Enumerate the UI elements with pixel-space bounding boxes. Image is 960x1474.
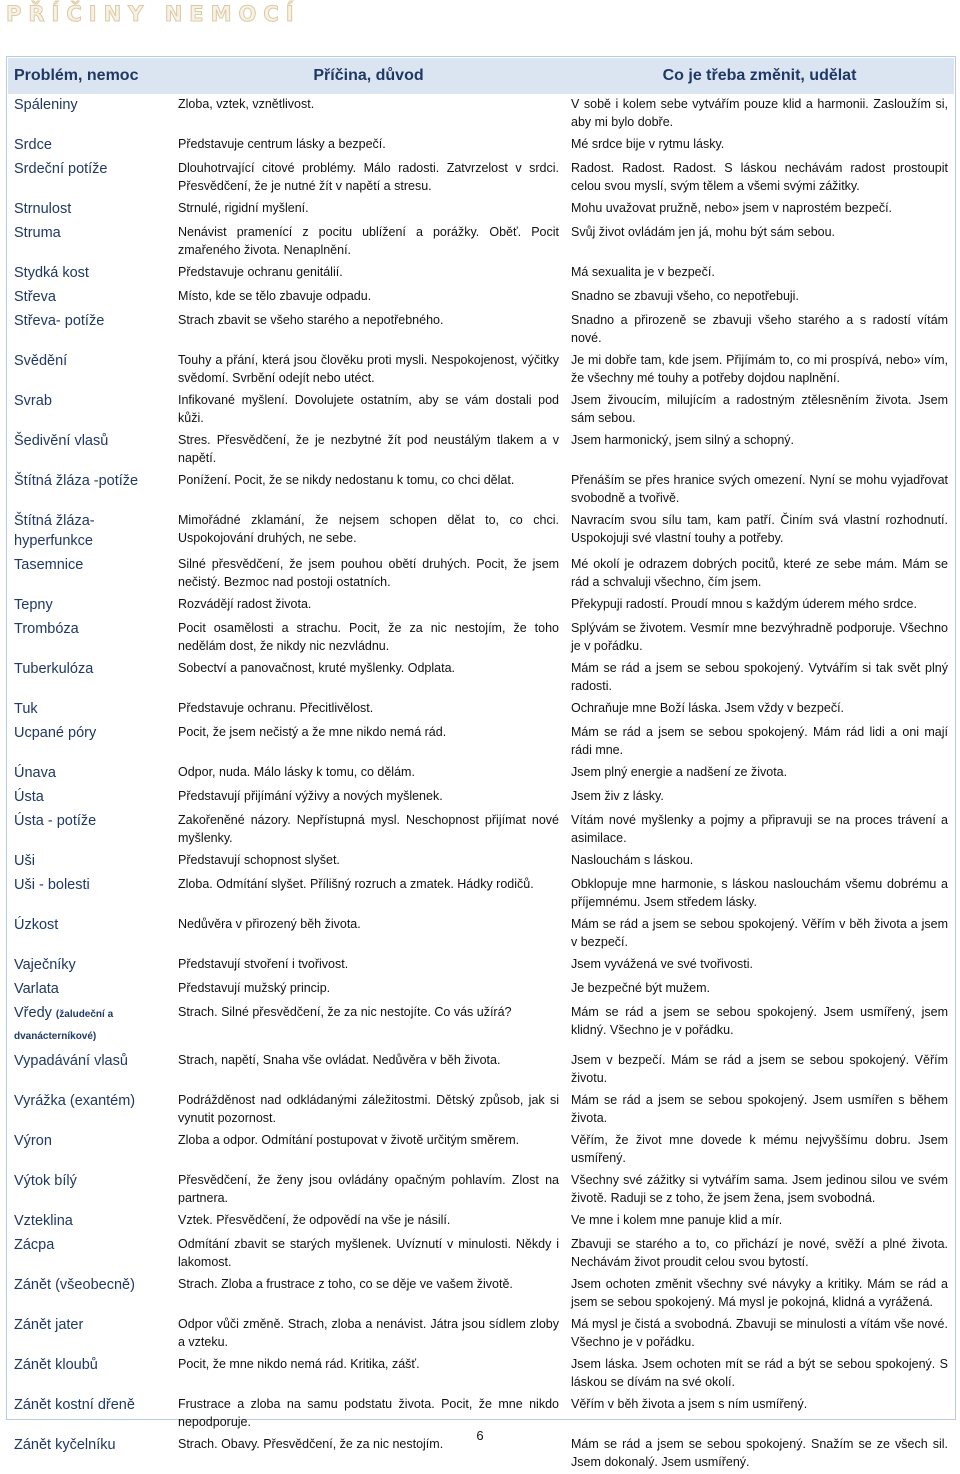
problem-cell: [8, 1274, 172, 1314]
problem-label: Zácpa: [14, 1237, 55, 1253]
table-row: [8, 1354, 954, 1394]
cause-cell: Zloba, vztek, vznětlivost.: [178, 97, 315, 111]
table-row: [8, 350, 954, 390]
table-row: [8, 158, 954, 198]
table-row: [8, 1090, 954, 1130]
table-row: [8, 1210, 954, 1234]
problem-label: Zánět kostní dřeně: [14, 1397, 135, 1413]
change-cell: Je bezpečné být mužem.: [571, 981, 710, 995]
change-cell: Mám se rád a jsem se sebou spokojený. Snažím se ze všech sil. Jsem dokonalý. Jsem usmířený.: [571, 1437, 948, 1469]
change-cell: Překypuji radostí. Proudí mnou s každým úderem mého srdce.: [571, 597, 917, 611]
problem-label: Únava: [14, 765, 56, 781]
problem-cell: [8, 1354, 172, 1394]
problem-cell: [8, 658, 172, 698]
cause-cell: Zakořeněné názory. Nepřístupná mysl. Neschopnost přijímat nové myšlenky.: [178, 813, 559, 845]
table-row: [8, 94, 954, 134]
change-cell: Věřím, že život mne dovede k mému nejvyššímu dobru. Jsem usmířený.: [571, 1133, 948, 1165]
cause-cell: Mimořádné zklamání, že nejsem schopen dělat to, co chci. Uspokojování druhých, ne sebe.: [178, 513, 559, 545]
change-cell: Přenáším se přes hranice svých omezení. Nyní se mohu vyjadřovat svobodně a tvořivě.: [571, 473, 948, 505]
cause-cell: Pocit, že jsem nečistý a že mne nikdo nemá rád.: [178, 725, 447, 739]
table-row: [8, 722, 954, 762]
change-cell: Mám se rád a jsem se sebou spokojený. Vytvářím si tak svět plný radosti.: [571, 661, 948, 693]
change-cell: Jsem harmonický, jsem silný a schopný.: [571, 433, 794, 447]
problem-label: Varlata: [14, 981, 59, 997]
table-row: [8, 430, 954, 470]
problem-label: Výron: [14, 1133, 52, 1149]
problem-label: Tuk: [14, 701, 38, 717]
problem-label: Uši: [14, 853, 35, 869]
change-cell: Všechny své zážitky si vytvářím sama. Jsem jedinou silou ve svém životě. Raduji se z toho, že jsem žena, jsem svobodná.: [571, 1173, 948, 1205]
problem-label: Zánět kyčelníku: [14, 1437, 116, 1453]
cause-cell: Strach. Silné přesvědčení, že za nic nestojíte. Co vás užírá?: [178, 1005, 512, 1019]
problem-cell: [8, 198, 172, 222]
problem-cell: [8, 310, 172, 350]
table-row: [8, 470, 954, 510]
change-cell: Svůj život ovládám jen já, mohu být sám sebou.: [571, 225, 836, 239]
table-row: [8, 594, 954, 618]
problem-label: Zánět kloubů: [14, 1357, 98, 1373]
table-row: [8, 1050, 954, 1090]
problem-cell: [8, 222, 172, 262]
table-row: [8, 134, 954, 158]
problem-label: Ústa - potíže: [14, 813, 97, 829]
change-cell: Mám se rád a jsem se sebou spokojený. Věřím v běh života a jsem v bezpečí.: [571, 917, 948, 949]
problem-cell: [8, 914, 172, 954]
problem-label: Stydká kost: [14, 265, 89, 281]
problem-cell: [8, 722, 172, 762]
problem-cell: [8, 510, 172, 554]
problem-label: Tasemnice: [14, 557, 84, 573]
change-cell: Jsem plný energie a nadšení ze života.: [571, 765, 788, 779]
cause-cell: Přesvědčení, že ženy jsou ovládány opačným pohlavím. Zlost na partnera.: [178, 1173, 559, 1205]
problem-cell: [8, 698, 172, 722]
problem-label: Spáleniny: [14, 97, 78, 113]
problem-cell: [8, 262, 172, 286]
change-cell: Snadno se zbavuji všeho, co nepotřebuji.: [571, 289, 799, 303]
table-row: [8, 1234, 954, 1274]
cause-cell: Odpor vůči změně. Strach, zloba a nenávist. Játra jsou sídlem zloby a vzteku.: [178, 1317, 559, 1349]
problem-label: Úzkost: [14, 917, 59, 933]
problem-cell: [8, 1234, 172, 1274]
problem-label: Trombóza: [14, 621, 79, 637]
cause-cell: Frustrace a zloba na samu podstatu života. Pocit, že mne nikdo nepodporuje.: [178, 1397, 559, 1429]
cause-cell: Nedůvěra v přirozený běh života.: [178, 917, 361, 931]
change-cell: Navracím svou sílu tam, kam patří. Činím svá vlastní rozhodnutí. Uspokojuji své vlastní touhy a potřeby.: [571, 513, 948, 545]
problem-cell: [8, 874, 172, 914]
cause-cell: Pocit osamělosti a strachu. Pocit, že za nic nestojím, že toho nedělám dost, že nikdy nic nezvládnu.: [178, 621, 559, 653]
table-row: [8, 1314, 954, 1354]
disease-causes-table: [8, 58, 954, 1474]
problem-cell: [8, 134, 172, 158]
cause-cell: Podrážděnost nad odkládanými záležitostmi. Dětský způsob, jak si vynutit pozornost.: [178, 1093, 559, 1125]
problem-cell: [8, 158, 172, 198]
cause-cell: Představuje ochranu. Přecitlivělost.: [178, 701, 374, 715]
change-cell: Je mi dobře tam, kde jsem. Přijímám to, co mi prospívá, nebo» vím, že všechny mé touhy a potřeby dojdou naplnění.: [571, 353, 948, 385]
cause-cell: Zloba. Odmítání slyšet. Přílišný rozruch a zmatek. Hádky rodičů.: [178, 877, 534, 891]
problem-label: Zánět (všeobecně): [14, 1277, 135, 1293]
problem-label: Uši - bolesti: [14, 877, 90, 893]
table-row: [8, 762, 954, 786]
column-header-change: Co je třeba změnit, udělat: [565, 58, 954, 94]
problem-label: Svědění: [14, 353, 68, 369]
cause-cell: Strach. Obavy. Přesvědčení, že za nic nestojím.: [178, 1437, 444, 1451]
change-cell: Naslouchám s láskou.: [571, 853, 694, 867]
cause-cell: Rozvádějí radost života.: [178, 597, 312, 611]
problem-label: Srdeční potíže: [14, 161, 108, 177]
table-row: [8, 310, 954, 350]
problem-cell: [8, 350, 172, 390]
change-cell: V sobě i kolem sebe vytvářím pouze klid a harmonii. Zasloužím si, aby mi bylo dobře.: [571, 97, 948, 129]
problem-cell: [8, 978, 172, 1002]
problem-label: Strnulost: [14, 201, 72, 217]
problem-label: Vzteklina: [14, 1213, 73, 1229]
problem-label: Výtok bílý: [14, 1173, 77, 1189]
problem-cell: [8, 594, 172, 618]
cause-cell: Silné přesvědčení, že jsem pouhou obětí druhých. Pocit, že jsem nečistý. Bezmoc nad postoji ostatních.: [178, 557, 559, 589]
cause-cell: Strach, napětí, Snaha vše ovládat. Nedůvěra v běh života.: [178, 1053, 501, 1067]
problem-label: Šedivění vlasů: [14, 433, 109, 449]
problem-label: Střeva: [14, 289, 56, 305]
change-cell: Mám se rád a jsem se sebou spokojený. Mám rád lidi a oni mají rádi mne.: [571, 725, 948, 757]
problem-cell: [8, 390, 172, 430]
table-row: [8, 914, 954, 954]
table-body: [8, 94, 954, 1474]
table-row: [8, 390, 954, 430]
problem-cell: [8, 1050, 172, 1090]
problem-label: Vyrážka (exantém): [14, 1093, 136, 1109]
table-row: [8, 1274, 954, 1314]
problem-label: Vypadávání vlasů: [14, 1053, 128, 1069]
problem-label: Vaječníky: [14, 957, 76, 973]
change-cell: Vítám nové myšlenky a pojmy a připravuji se na proces trávení a asimilace.: [571, 813, 948, 845]
problem-cell: [8, 1130, 172, 1170]
problem-cell: [8, 618, 172, 658]
document-title: PŘÍČINY NEMOCÍ: [6, 2, 301, 26]
table-row: [8, 698, 954, 722]
cause-cell: Stres. Přesvědčení, že je nezbytné žít pod neustálým tlakem a v napětí.: [178, 433, 559, 465]
problem-cell: [8, 954, 172, 978]
page-number: 6: [476, 1428, 484, 1443]
cause-cell: Představují mužský princip.: [178, 981, 331, 995]
problem-note: (žaludeční a dvanácterníkové): [14, 1009, 114, 1042]
problem-cell: [8, 762, 172, 786]
problem-label: Vředy: [14, 1005, 52, 1021]
problem-label: Ucpané póry: [14, 725, 97, 741]
change-cell: Má sexualita je v bezpečí.: [571, 265, 715, 279]
problem-cell: [8, 1210, 172, 1234]
change-cell: Jsem ochoten změnit všechny své návyky a kritiky. Mám se rád a jsem se sebou spokojený. Má mysl je pokojná, klidná a vyrážená.: [571, 1277, 948, 1309]
table-row: [8, 618, 954, 658]
problem-cell: [8, 1170, 172, 1210]
table-row: [8, 978, 954, 1002]
table-row: [8, 874, 954, 914]
table-row: [8, 1002, 954, 1050]
cause-cell: Ponížení. Pocit, že se nikdy nedostanu k tomu, co chci dělat.: [178, 473, 515, 487]
table-row: [8, 786, 954, 810]
cause-cell: Odmítání zbavit se starých myšlenek. Uvíznutí v minulosti. Někdy i lakomost.: [178, 1237, 559, 1269]
change-cell: Mám se rád a jsem se sebou spokojený. Jsem usmířen s během života.: [571, 1093, 948, 1125]
change-cell: Má mysl je čistá a svobodná. Zbavuji se minulosti a vítám vše nové. Všechno je v pořádku.: [571, 1317, 948, 1349]
cause-cell: Strach. Zloba a frustrace z toho, co se děje ve vašem životě.: [178, 1277, 513, 1291]
cause-cell: Nenávist pramenící z pocitu ublížení a porážky. Oběť. Pocit zmařeného života. Nenaplnění.: [178, 225, 559, 257]
cause-cell: Představují schopnost slyšet.: [178, 853, 340, 867]
table-row: [8, 810, 954, 850]
problem-cell: [8, 1002, 172, 1050]
table-row: [8, 286, 954, 310]
table-row: [8, 262, 954, 286]
problem-cell: [8, 810, 172, 850]
cause-cell: Představují stvoření i tvořivost.: [178, 957, 349, 971]
change-cell: Jsem láska. Jsem ochoten mít se rád a být se sebou spokojený. S láskou se dívám na své okolí.: [571, 1357, 948, 1389]
change-cell: Ve mne i kolem mne panuje klid a mír.: [571, 1213, 783, 1227]
change-cell: Mohu uvažovat pružně, nebo» jsem v naprostém bezpečí.: [571, 201, 893, 215]
change-cell: Obklopuje mne harmonie, s láskou naslouchám všemu dobrému a příjemnému. Jsem středem lásky.: [571, 877, 948, 909]
problem-cell: [8, 786, 172, 810]
cause-cell: Pocit, že mne nikdo nemá rád. Kritika, zášť.: [178, 1357, 420, 1371]
change-cell: Jsem vyvážená ve své tvořivosti.: [571, 957, 754, 971]
change-cell: Snadno a přirozeně se zbavuji všeho starého a s radostí vítám nové.: [571, 313, 948, 345]
cause-cell: Strnulé, rigidní myšlení.: [178, 201, 309, 215]
problem-cell: [8, 470, 172, 510]
change-cell: Mé srdce bije v rytmu lásky.: [571, 137, 725, 151]
change-cell: Splývám se životem. Vesmír mne bezvýhradně podporuje. Všechno je v pořádku.: [571, 621, 948, 653]
column-header-cause: Příčina, důvod: [172, 58, 565, 94]
table-row: [8, 198, 954, 222]
problem-cell: [8, 430, 172, 470]
table-row: [8, 554, 954, 594]
problem-cell: [8, 850, 172, 874]
cause-cell: Vztek. Přesvědčení, že odpovědí na vše je násilí.: [178, 1213, 451, 1227]
problem-label: Tuberkulóza: [14, 661, 94, 677]
change-cell: Mám se rád a jsem se sebou spokojený. Jsem usmířený, jsem klidný. Všechno je v pořádku.: [571, 1005, 948, 1037]
cause-cell: Představuje ochranu genitálií.: [178, 265, 343, 279]
problem-label: Štítná žláza- hyperfunkce: [14, 513, 95, 549]
table-row: [8, 1170, 954, 1210]
problem-label: Střeva- potíže: [14, 313, 105, 329]
problem-cell: [8, 1090, 172, 1130]
change-cell: Ochraňuje mne Boží láska. Jsem vždy v bezpečí.: [571, 701, 845, 715]
change-cell: Mé okolí je odrazem dobrých pocitů, které ze sebe mám. Mám se rád a schvaluji všechno, čím jsem.: [571, 557, 948, 589]
table-row: [8, 510, 954, 554]
problem-label: Srdce: [14, 137, 52, 153]
cause-cell: Touhy a přání, která jsou člověku proti mysli. Nespokojenost, výčitky svědomí. Svrbění odejít nebo utéct.: [178, 353, 559, 385]
problem-label: Svrab: [14, 393, 52, 409]
problem-label: Štítná žláza -potíže: [14, 473, 139, 489]
problem-cell: [8, 94, 172, 134]
problem-label: Ústa: [14, 789, 44, 805]
table-header-row: [8, 58, 954, 94]
problem-cell: [8, 1314, 172, 1354]
change-cell: Jsem živoucím, milujícím a radostným ztělesněním života. Jsem sám sebou.: [571, 393, 948, 425]
cause-cell: Představují přijímání výživy a nových myšlenek.: [178, 789, 443, 803]
change-cell: Zbavuji se starého a to, co přichází je nové, svěží a plné života. Nechávám život proudit celou svou bytostí.: [571, 1237, 948, 1269]
cause-cell: Sobectví a panovačnost, kruté myšlenky. Odplata.: [178, 661, 455, 675]
change-cell: Věřím v běh života a jsem s ním usmířený.: [571, 1397, 808, 1411]
change-cell: Radost. Radost. Radost. S láskou nechávám radost prostoupit celou svou myslí, svým tělem a všemi svými zážitky.: [571, 161, 948, 193]
table-row: [8, 222, 954, 262]
change-cell: Jsem živ z lásky.: [571, 789, 664, 803]
problem-cell: [8, 286, 172, 310]
cause-cell: Odpor, nuda. Málo lásky k tomu, co dělám.: [178, 765, 415, 779]
problem-label: Zánět jater: [14, 1317, 84, 1333]
problem-label: Struma: [14, 225, 61, 241]
table-row: [8, 954, 954, 978]
problem-cell: [8, 554, 172, 594]
cause-cell: Představuje centrum lásky a bezpečí.: [178, 137, 386, 151]
column-header-problem: Problém, nemoc: [8, 58, 172, 94]
cause-cell: Strach zbavit se všeho starého a nepotřebného.: [178, 313, 444, 327]
cause-cell: Místo, kde se tělo zbavuje odpadu.: [178, 289, 372, 303]
cause-cell: Zloba a odpor. Odmítání postupovat v životě určitým směrem.: [178, 1133, 520, 1147]
cause-cell: Infikované myšlení. Dovolujete ostatním, aby se vám dostali pod kůži.: [178, 393, 559, 425]
table-row: [8, 850, 954, 874]
table-row: [8, 1130, 954, 1170]
change-cell: Jsem v bezpečí. Mám se rád a jsem se sebou spokojený. Věřím životu.: [571, 1053, 948, 1085]
cause-cell: Dlouhotrvající citové problémy. Málo radosti. Zatvrzelost v srdci. Přesvědčení, že je nutné žít v napětí a stresu.: [178, 161, 559, 193]
table-row: [8, 658, 954, 698]
problem-label: Tepny: [14, 597, 53, 613]
